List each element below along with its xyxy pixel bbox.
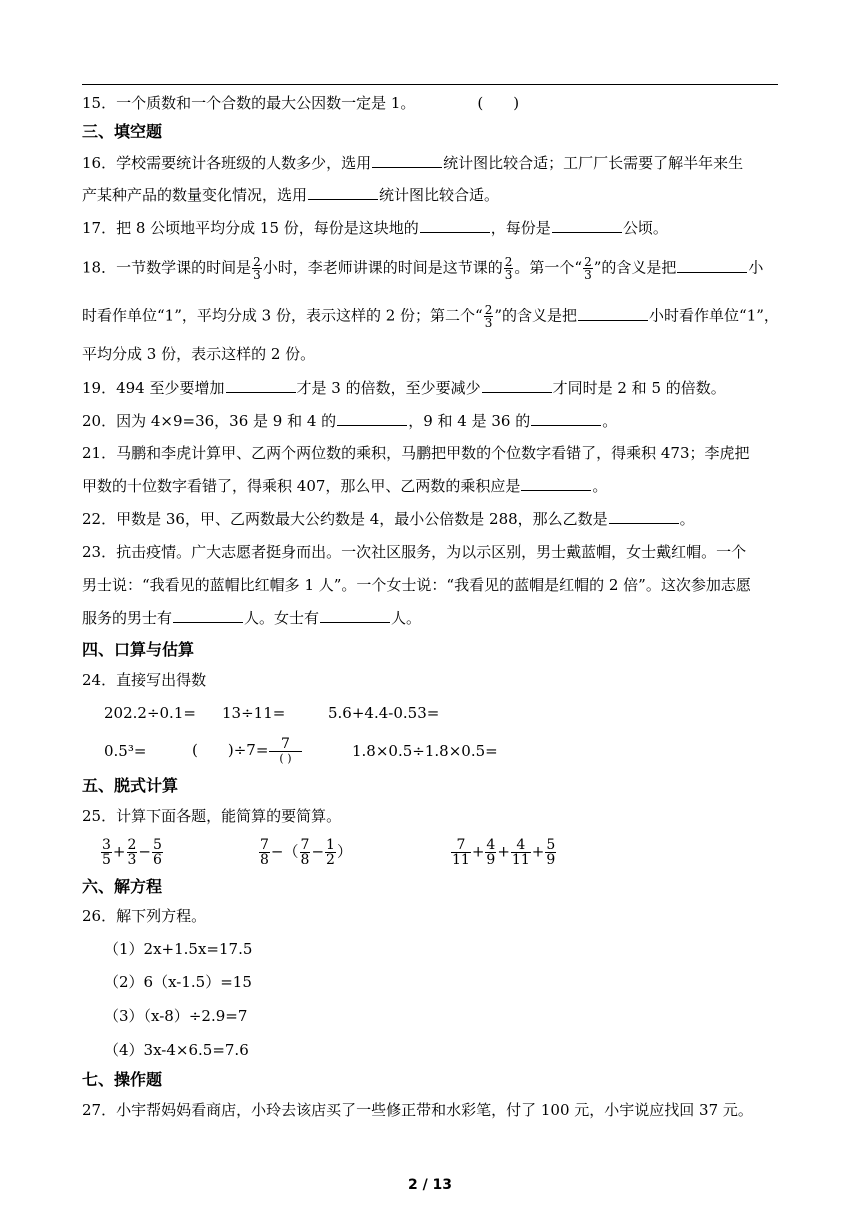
question-20: 20．因为 4×9=36，36 是 9 和 4 的 ，9 和 4 是 36 的 。 bbox=[82, 412, 618, 430]
question-18-cont2: 平均分成 3 份，表示这样的 2 份。 bbox=[82, 345, 316, 363]
expression: 202.2÷0.1= bbox=[104, 704, 196, 722]
question-16: 16．学校需要统计各班级的人数多少，选用 统计图比较合适；工厂厂长需要了解半年来生 bbox=[82, 154, 744, 172]
answer-blank[interactable] bbox=[372, 153, 442, 168]
section-step-calc: 五、脱式计算 bbox=[82, 776, 179, 795]
question-22: 22．甲数是 36，甲、乙两数最大公约数是 4，最小公倍数是 288，那么乙数是 。 bbox=[82, 510, 695, 528]
question-23: 23．抗击疫情。广大志愿者挺身而出。一次社区服务，为以示区别，男士戴蓝帽，女士戴红帽。一个 bbox=[82, 543, 747, 561]
answer-blank[interactable] bbox=[677, 258, 747, 273]
question-21: 21．马鹏和李虎计算甲、乙两个两位数的乘积，马鹏把甲数的个位数字看错了，得乘积 473；李虎把 bbox=[82, 444, 750, 462]
fraction: $\frac{3}{5}$ bbox=[102, 837, 111, 868]
fraction: $\frac{1}{2}$ bbox=[326, 837, 335, 868]
answer-blank[interactable] bbox=[531, 411, 601, 426]
answer-blank[interactable] bbox=[578, 306, 648, 321]
answer-blank[interactable] bbox=[337, 411, 407, 426]
section-operations: 七、操作题 bbox=[82, 1070, 163, 1089]
fraction: $\frac{5}{6}$ bbox=[153, 837, 162, 868]
equation: （1）2x+1.5x=17.5 bbox=[104, 940, 253, 958]
answer-blank[interactable] bbox=[482, 378, 552, 393]
answer-blank[interactable] bbox=[521, 476, 591, 491]
question-18: 18．一节数学课的时间是 $\frac{2}{3}$ 小时，李老师讲课的时间是这节课的 $\frac{2}{3}$ 。第一个“ $\frac{2}{3}$ ”的含义是把 小 bbox=[82, 255, 764, 282]
expression: $\frac{3}{5}$ + $\frac{2}{3}$ − $\frac{5}{6}$ bbox=[102, 837, 162, 868]
expression: ( )÷7= $\frac{7}{( )}$ bbox=[192, 732, 303, 768]
expression: 0.5³= bbox=[104, 742, 147, 760]
expression: 13÷11= bbox=[222, 704, 286, 722]
question-27: 27．小宇帮妈妈看商店，小玲去该店买了一些修正带和水彩笔，付了 100 元，小宇说应找回 37 元。 bbox=[82, 1101, 753, 1119]
answer-blank[interactable] bbox=[609, 509, 679, 524]
question-16-cont: 产某种产品的数量变化情况，选用 统计图比较合适。 bbox=[82, 186, 500, 204]
expression: 1.8×0.5÷1.8×0.5= bbox=[352, 742, 498, 760]
section-equations: 六、解方程 bbox=[82, 877, 163, 896]
question-15: 15．一个质数和一个合数的最大公因数一定是 1。 ( ) bbox=[82, 94, 520, 112]
fraction: $\frac{7}{8}$ bbox=[260, 837, 269, 868]
question-18-cont: 时看作单位“1”，平均分成 3 份，表示这样的 2 份；第二个“ $\frac{2}{3}$ ”的含义是把 小时看作单位“1”， bbox=[82, 303, 779, 330]
fraction: $\frac{5}{9}$ bbox=[546, 837, 556, 868]
question-19: 19．494 至少要增加 才是 3 的倍数，至少要减少 才同时是 2 和 5 的倍数。 bbox=[82, 379, 726, 397]
expression: $\frac{7}{8}$ −（ $\frac{7}{8}$ − $\frac{1}{2}$ ） bbox=[260, 837, 352, 868]
expression: 5.6+4.4-0.53= bbox=[328, 704, 440, 722]
question-25-title: 25．计算下面各题，能简算的要简算。 bbox=[82, 807, 342, 825]
fraction: $\frac{2}{3}$ bbox=[127, 837, 137, 868]
question-23-cont: 男士说：“我看见的蓝帽比红帽多 1 人”。一个女士说：“我看见的蓝帽是红帽的 2 倍”。这次参加志愿 bbox=[82, 576, 751, 594]
answer-blank[interactable] bbox=[420, 218, 490, 233]
fraction: $\frac{2}{3}$ bbox=[253, 255, 261, 282]
equation: （3）（x-8）÷2.9=7 bbox=[104, 1007, 248, 1025]
fraction: $\frac{4}{9}$ bbox=[486, 837, 496, 868]
fraction: $\frac{4}{11}$ bbox=[511, 837, 530, 868]
question-26-title: 26．解下列方程。 bbox=[82, 907, 207, 925]
answer-blank[interactable] bbox=[226, 378, 296, 393]
fraction: $\frac{7}{8}$ bbox=[300, 837, 310, 868]
fraction: $\frac{7}{11}$ bbox=[452, 837, 470, 868]
fraction: $\frac{2}{3}$ bbox=[484, 303, 493, 330]
section-mental-math: 四、口算与估算 bbox=[82, 640, 195, 659]
fraction: $\frac{2}{3}$ bbox=[504, 255, 513, 282]
expression: $\frac{7}{11}$ + $\frac{4}{9}$ + $\frac{4}{11}$ + $\frac{5}{9}$ bbox=[452, 837, 556, 868]
question-23-cont2: 服务的男士有 人。女士有 人。 bbox=[82, 609, 422, 627]
page-number: 2 / 13 bbox=[407, 1177, 453, 1193]
question-17: 17．把 8 公顷地平均分成 15 份，每份是这块地的 ，每份是 公顷。 bbox=[82, 219, 668, 237]
answer-blank[interactable] bbox=[173, 608, 243, 623]
fraction: $\frac{2}{3}$ bbox=[584, 255, 592, 282]
fraction: $\frac{7}{( )}$ bbox=[269, 737, 301, 766]
answer-blank[interactable] bbox=[320, 608, 390, 623]
section-fill-in: 三、填空题 bbox=[82, 122, 163, 141]
equation: （4）3x-4×6.5=7.6 bbox=[104, 1041, 249, 1059]
question-24-title: 24．直接写出得数 bbox=[82, 671, 207, 689]
equation: （2）6（x-1.5）=15 bbox=[104, 973, 252, 991]
answer-blank[interactable] bbox=[308, 185, 378, 200]
header-rule bbox=[82, 84, 778, 85]
answer-blank[interactable] bbox=[552, 218, 622, 233]
question-21-cont: 甲数的十位数字看错了，得乘积 407，那么甲、乙两数的乘积应是 。 bbox=[82, 477, 608, 495]
